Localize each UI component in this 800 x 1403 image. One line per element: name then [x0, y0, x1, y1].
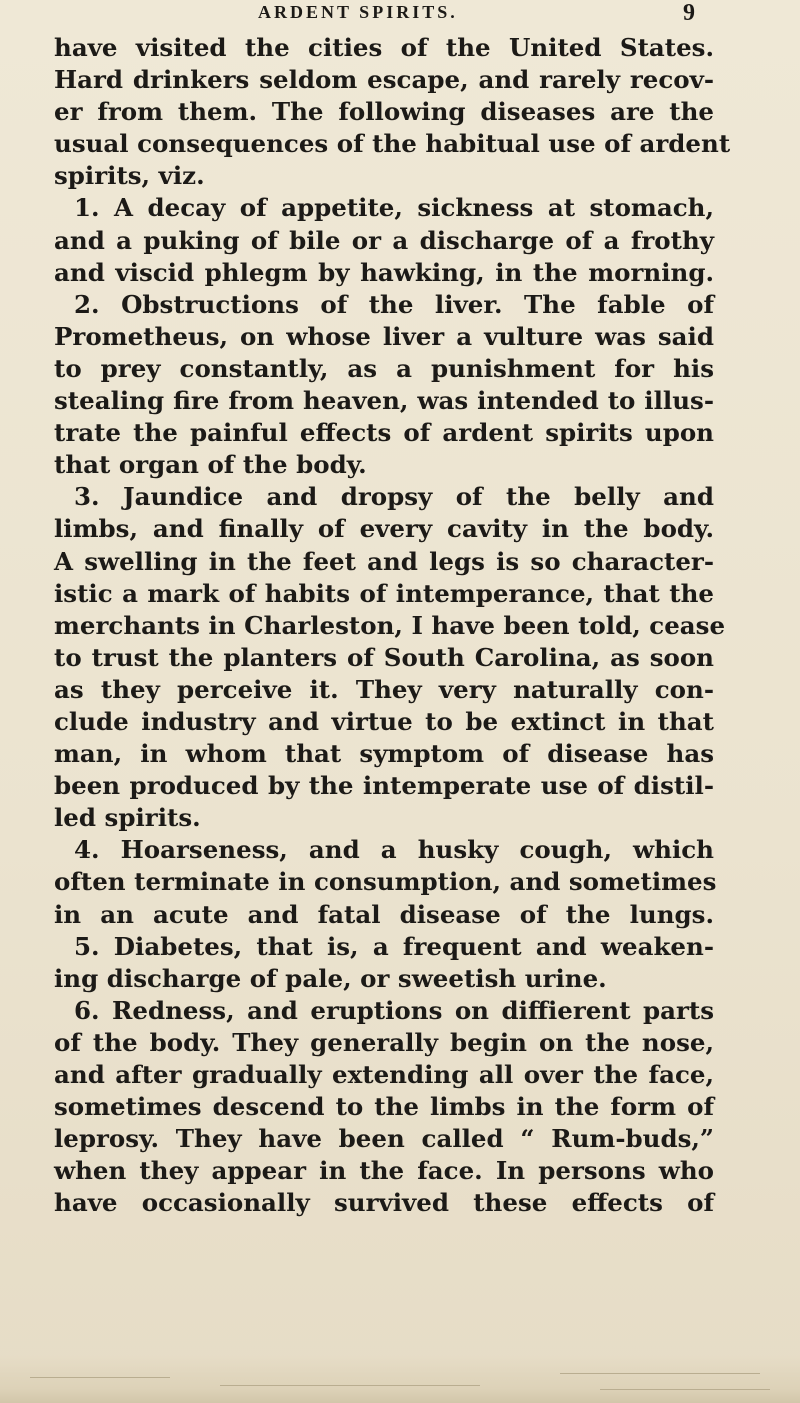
text-line: er from them. The following diseases are the: [54, 97, 714, 127]
text-line: istic a mark of habits of intemperance, that the: [54, 578, 714, 608]
edge-line: [30, 1377, 170, 1378]
edge-line: [560, 1373, 760, 1374]
text-line: 2. Obstructions of the liver. The fable of: [74, 289, 714, 319]
text-line: and a puking of bile or a discharge of a frothy: [54, 225, 714, 255]
text-line: have occasionally survived these effects of: [54, 1188, 714, 1218]
text-line: limbs, and finally of every cavity in the body.: [54, 514, 714, 544]
text-line: 5. Diabetes, that is, a frequent and weaken-: [74, 931, 714, 961]
text-line: man, in whom that symptom of disease has: [54, 739, 714, 769]
text-line: and after gradually extending all over the face,: [54, 1060, 714, 1089]
page-bottom-edge: [0, 1355, 800, 1403]
text-line: and viscid phlegm by hawking, in the morning.: [54, 257, 714, 287]
edge-line: [600, 1389, 770, 1390]
text-line: when they appear in the face. In persons who: [54, 1156, 714, 1186]
text-line: merchants in Charleston, I have been told, cease: [54, 610, 726, 640]
text-line: 4. Hoarseness, and a husky cough, which: [74, 835, 714, 865]
text-line: 6. Redness, and eruptions on diffierent parts: [74, 995, 714, 1025]
text-line: leprosy. They have been called “ Rum-buds,”: [54, 1124, 714, 1154]
text-line: 1. A decay of appetite, sickness at stomach,: [74, 193, 714, 223]
text-line: as they perceive it. They very naturally con-: [54, 674, 714, 704]
text-line: to trust the planters of South Carolina, as soon: [54, 642, 714, 672]
text-line: clude industry and virtue to be extinct in that: [54, 706, 714, 736]
text-line: sometimes descend to the limbs in the form of: [54, 1092, 714, 1122]
text-line: have visited the cities of the United States.: [54, 33, 714, 62]
edge-line: [220, 1385, 480, 1386]
text-line: usual consequences of the habitual use of ardent: [54, 129, 731, 159]
text-line: A swelling in the feet and legs is so character-: [54, 546, 714, 576]
text-line: Prometheus, on whose liver a vulture was said: [54, 321, 714, 351]
page-number: 9: [683, 0, 695, 26]
text-line: spirits, viz.: [54, 161, 205, 191]
body-text: [54, 32, 731, 1219]
text-line: Hard drinkers seldom escape, and rarely recov-: [54, 65, 714, 95]
text-line: to prey constantly, as a punishment for his: [54, 353, 714, 383]
running-head: [0, 2, 800, 26]
text-line: stealing fire from heaven, was intended to illus-: [54, 386, 714, 416]
text-line: 3. Jaundice and dropsy of the belly and: [74, 482, 714, 512]
text-line: led spirits.: [54, 803, 201, 833]
text-line: trate the painful effects of ardent spirits upon: [54, 418, 714, 448]
text-line: often terminate in consumption, and sometimes: [54, 867, 717, 897]
text-line: ing discharge of pale, or sweetish urine.: [54, 963, 607, 993]
text-line: in an acute and fatal disease of the lungs.: [54, 899, 714, 929]
text-line: been produced by the intemperate use of distil-: [54, 771, 714, 801]
running-title: ARDENT SPIRITS.: [258, 2, 458, 22]
text-line: of the body. They generally begin on the nose,: [54, 1027, 714, 1057]
text-line: that organ of the body.: [54, 450, 367, 480]
